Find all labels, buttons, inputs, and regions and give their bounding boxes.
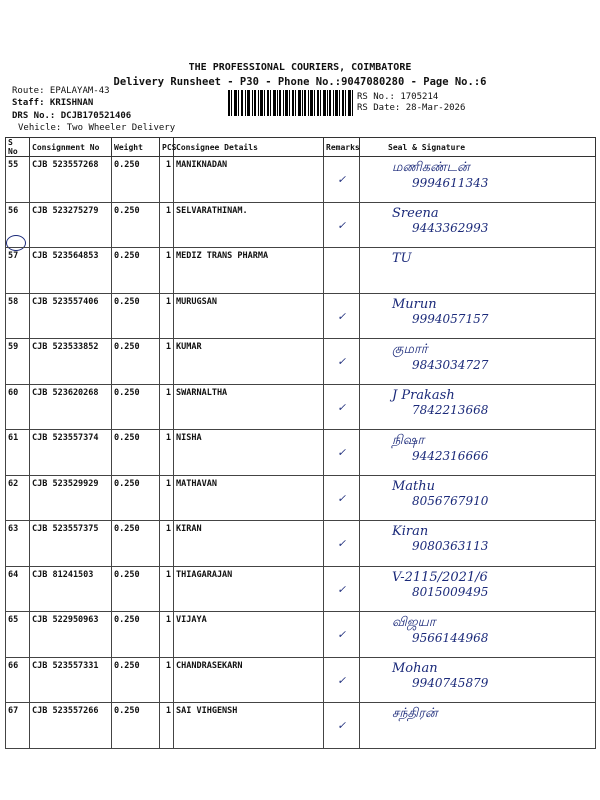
handwritten-phone: 8056767910 — [412, 493, 489, 508]
row-sno: 62 — [6, 475, 30, 521]
row-seal-signature — [360, 703, 596, 749]
row-consignee: SWARNALTHA — [174, 384, 324, 430]
row-consignment: CJB 523557331 — [30, 657, 112, 703]
rs-number: RS No.: 1705214 — [357, 92, 439, 102]
row-pcs: 1 — [160, 339, 174, 385]
drs-label: DRS No.: DCJB170521406 — [12, 111, 132, 121]
remark-tick: ✓ — [337, 308, 346, 323]
remark-tick: ✓ — [337, 718, 346, 732]
row-consignee: SAI VIHGENSH — [174, 703, 324, 749]
row-sno: 67 — [6, 703, 30, 749]
row-seal-signature — [360, 293, 596, 339]
remark-tick: ✓ — [337, 354, 346, 368]
row-seal-signature — [360, 566, 596, 612]
row-pcs: 1 — [160, 430, 174, 476]
row-seal-signature — [360, 248, 596, 294]
handwritten-phone: 8015009495 — [412, 584, 489, 599]
row-consignee: KUMAR — [174, 339, 324, 385]
row-sno: 64 — [6, 566, 30, 612]
remark-tick: ✓ — [337, 536, 346, 550]
row-weight: 0.250 — [112, 157, 160, 203]
table-row — [6, 384, 596, 430]
handwritten-phone: 9994057157 — [412, 311, 489, 326]
row-remarks — [324, 521, 360, 567]
handwritten-phone: 9443362993 — [412, 220, 489, 235]
handwritten-signature: Sreena — [392, 205, 439, 221]
vehicle-label: Vehicle: Two Wheeler Delivery — [18, 123, 176, 133]
row-weight: 0.250 — [112, 202, 160, 248]
row-consignee: SELVARATHINAM. — [174, 202, 324, 248]
rs-date: RS Date: 28-Mar-2026 — [357, 103, 466, 113]
row-seal-signature — [360, 612, 596, 658]
row-remarks — [324, 384, 360, 430]
row-weight: 0.250 — [112, 475, 160, 521]
row-pcs: 1 — [160, 384, 174, 430]
row-pcs: 1 — [160, 157, 174, 203]
row-consignment: CJB 523620268 — [30, 384, 112, 430]
handwritten-phone: 9566144968 — [412, 631, 489, 645]
col-seal: Seal & Signature — [360, 138, 596, 157]
handwritten-signature: மணிகண்டன் — [392, 160, 470, 175]
row-remarks — [324, 202, 360, 248]
table-row — [6, 521, 596, 567]
row-seal-signature — [360, 202, 596, 248]
table-row — [6, 566, 596, 612]
handwritten-phone: 9940745879 — [412, 675, 489, 690]
row-consignment: CJB 523557406 — [30, 293, 112, 339]
row-remarks — [324, 339, 360, 385]
table-row — [6, 703, 596, 749]
handwritten-signature: விஜயா — [392, 615, 436, 630]
handwritten-signature: நிஷா — [392, 433, 425, 448]
handwritten-signature: Kiran — [392, 524, 429, 539]
remark-tick: ✓ — [337, 490, 346, 505]
row-remarks — [324, 157, 360, 203]
handwritten-signature: Mathu — [392, 478, 436, 494]
row-sno: 59 — [6, 339, 30, 385]
handwritten-signature: J Prakash — [392, 387, 455, 403]
row-pcs: 1 — [160, 703, 174, 749]
row-sno: 56 — [6, 202, 30, 248]
row-weight: 0.250 — [112, 521, 160, 567]
table-row — [6, 248, 596, 294]
row-weight: 0.250 — [112, 384, 160, 430]
row-sno: 55 — [6, 157, 30, 203]
col-remarks: Remarks — [324, 138, 360, 157]
row-remarks — [324, 293, 360, 339]
col-consignee: Consignee Details — [174, 138, 324, 157]
row-sno: 61 — [6, 430, 30, 476]
row-consignee: CHANDRASEKARN — [174, 657, 324, 703]
row-weight: 0.250 — [112, 430, 160, 476]
row-consignee: MATHAVAN — [174, 475, 324, 521]
handwritten-signature: TU — [392, 251, 412, 266]
row-weight: 0.250 — [112, 248, 160, 294]
row-remarks — [324, 475, 360, 521]
row-consignee: MEDIZ TRANS PHARMA — [174, 248, 324, 294]
remark-tick: ✓ — [337, 581, 346, 596]
company-title: THE PROFESSIONAL COURIERS, COIMBATORE — [188, 62, 412, 73]
row-consignment: CJB 523557266 — [30, 703, 112, 749]
remark-tick: ✓ — [337, 217, 346, 232]
handwritten-signature: V-2115/2021/6 — [392, 569, 488, 585]
row-weight: 0.250 — [112, 657, 160, 703]
row-remarks — [324, 248, 360, 294]
row-seal-signature — [360, 521, 596, 567]
row-sno: 57 — [6, 248, 30, 294]
row-consignment: CJB 523564853 — [30, 248, 112, 294]
handwritten-phone: 9442316666 — [412, 449, 489, 463]
table-row — [6, 339, 596, 385]
remark-tick: ✓ — [337, 172, 346, 186]
remark-tick: ✓ — [337, 399, 346, 414]
col-weight: Weight — [112, 138, 160, 157]
row-weight: 0.250 — [112, 566, 160, 612]
row-pcs: 1 — [160, 612, 174, 658]
remark-tick: ✓ — [337, 672, 346, 687]
row-seal-signature — [360, 339, 596, 385]
handwritten-signature: குமார் — [392, 342, 428, 357]
row-consignment: CJB 523275279 — [30, 202, 112, 248]
row-seal-signature — [360, 475, 596, 521]
row-consignment: CJB 523557375 — [30, 521, 112, 567]
table-row — [6, 475, 596, 521]
col-pcs: PCS — [160, 138, 174, 157]
row-consignee: MURUGSAN — [174, 293, 324, 339]
handwritten-signature: Murun — [392, 296, 437, 312]
row-weight: 0.250 — [112, 339, 160, 385]
row-seal-signature — [360, 430, 596, 476]
row-sno: 65 — [6, 612, 30, 658]
col-sno: S No — [6, 138, 30, 157]
row-sno: 66 — [6, 657, 30, 703]
row-consignment: CJB 523533852 — [30, 339, 112, 385]
row-pcs: 1 — [160, 521, 174, 567]
table-row — [6, 202, 596, 248]
table-row — [6, 157, 596, 203]
row-remarks — [324, 430, 360, 476]
row-consignee: KIRAN — [174, 521, 324, 567]
row-seal-signature — [360, 157, 596, 203]
row-remarks — [324, 566, 360, 612]
row-consignment: CJB 81241503 — [30, 566, 112, 612]
handwritten-signature: Mohan — [392, 660, 438, 676]
runsheet-table — [5, 137, 596, 749]
row-pcs: 1 — [160, 248, 174, 294]
row-consignment: CJB 523557374 — [30, 430, 112, 476]
row-remarks — [324, 657, 360, 703]
handwritten-phone: 9843034727 — [412, 358, 489, 372]
row-consignee: NISHA — [174, 430, 324, 476]
col-consignment: Consignment No — [30, 138, 112, 157]
row-consignee: THIAGARAJAN — [174, 566, 324, 612]
row-consignment: CJB 523557268 — [30, 157, 112, 203]
row-pcs: 1 — [160, 657, 174, 703]
row-seal-signature — [360, 657, 596, 703]
row-sno: 58 — [6, 293, 30, 339]
handwritten-signature: சந்திரன் — [392, 706, 438, 721]
row-pcs: 1 — [160, 566, 174, 612]
row-seal-signature — [360, 384, 596, 430]
table-row — [6, 293, 596, 339]
table-row — [6, 612, 596, 658]
row-consignment: CJB 522950963 — [30, 612, 112, 658]
row-weight: 0.250 — [112, 293, 160, 339]
row-sno: 63 — [6, 521, 30, 567]
remark-tick: ✓ — [337, 445, 346, 459]
row-remarks — [324, 703, 360, 749]
row-remarks — [324, 612, 360, 658]
row-consignment: CJB 523529929 — [30, 475, 112, 521]
runsheet-title: Delivery Runsheet - P30 - Phone No.:9047080280 - Page No.:6 — [113, 76, 487, 88]
handwritten-phone: 9080363113 — [412, 539, 489, 553]
table-header-row — [6, 138, 596, 157]
row-consignee: MANIKNADAN — [174, 157, 324, 203]
row-pcs: 1 — [160, 475, 174, 521]
row-pcs: 1 — [160, 293, 174, 339]
handwritten-phone: 9994611343 — [412, 176, 489, 190]
table-row — [6, 657, 596, 703]
row-pcs: 1 — [160, 202, 174, 248]
row-consignee: VIJAYA — [174, 612, 324, 658]
row-weight: 0.250 — [112, 703, 160, 749]
row-weight: 0.250 — [112, 612, 160, 658]
staff-label: Staff: KRISHNAN — [12, 98, 94, 108]
barcode — [228, 90, 353, 116]
route-label: Route: EPALAYAM-43 — [12, 86, 110, 96]
handwritten-phone: 7842213668 — [412, 402, 489, 417]
remark-tick: ✓ — [337, 627, 346, 641]
row-sno: 60 — [6, 384, 30, 430]
table-row — [6, 430, 596, 476]
